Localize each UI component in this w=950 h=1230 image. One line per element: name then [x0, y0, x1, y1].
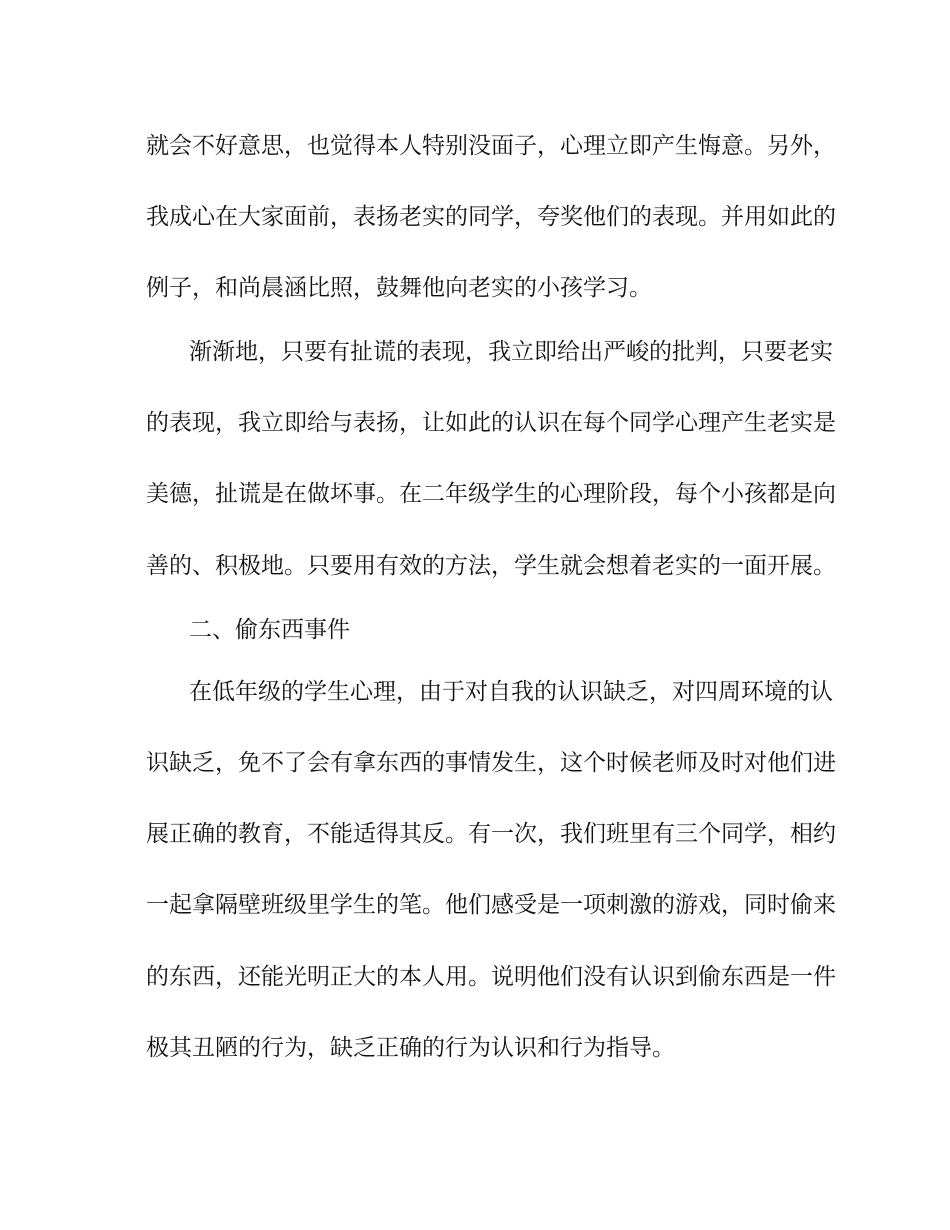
text-line: 就会不好意思，也觉得本人特别没面子，心理立即产生悔意。另外， — [146, 133, 836, 159]
text-line: 的表现，我立即给与表扬，让如此的认识在每个同学心理产生老实是 — [146, 410, 836, 436]
text-line: 美德，扯谎是在做坏事。在二年级学生的心理阶段，每个小孩都是向 — [146, 481, 836, 507]
text-line: 我成心在大家面前，表扬老实的同学，夸奖他们的表现。并用如此的 — [146, 204, 836, 230]
paragraph-first-line: 渐渐地，只要有扯谎的表现，我立即给出严峻的批判，只要老实 — [189, 339, 833, 365]
text-line: 的东西，还能光明正大的本人用。说明他们没有认识到偷东西是一件 — [146, 964, 836, 990]
paragraph-first-line: 在低年级的学生心理，由于对自我的认识缺乏，对四周环境的认 — [189, 679, 833, 705]
text-line: 展正确的教育，不能适得其反。有一次，我们班里有三个同学，相约 — [146, 821, 836, 847]
text-line: 极其丑陋的行为，缺乏正确的行为认识和行为指导。 — [146, 1035, 675, 1061]
text-line: 识缺乏，免不了会有拿东西的事情发生，这个时候老师及时对他们进 — [146, 750, 836, 776]
text-line: 善的、积极地。只要用有效的方法，学生就会想着老实的一面开展。 — [146, 553, 836, 579]
text-line: 一起拿隔壁班级里学生的笔。他们感受是一项刺激的游戏，同时偷来 — [146, 892, 836, 918]
text-line: 例子，和尚晨涵比照，鼓舞他向老实的小孩学习。 — [146, 275, 652, 301]
section-heading: 二、偷东西事件 — [189, 617, 350, 643]
